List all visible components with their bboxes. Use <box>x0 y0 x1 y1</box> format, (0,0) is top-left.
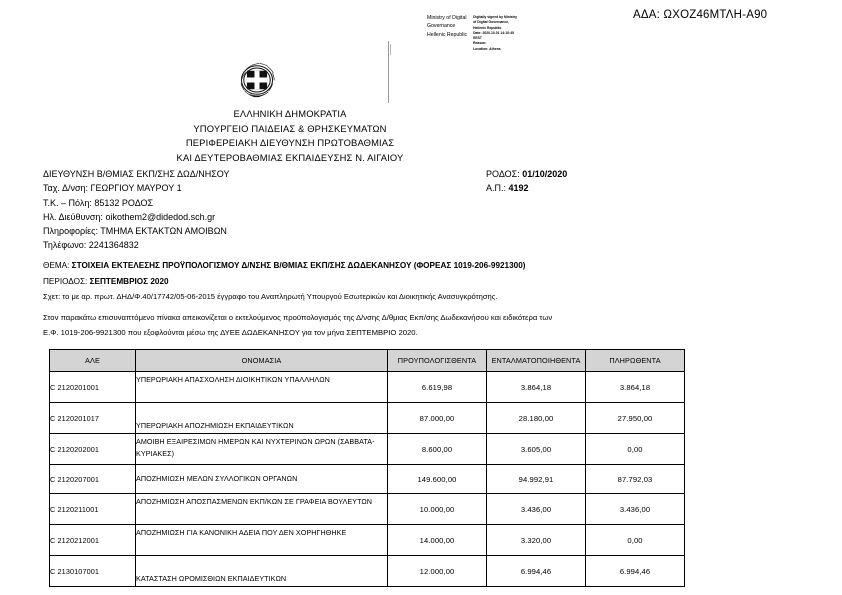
cell-committed: 6.994,46 <box>487 556 586 587</box>
address-telephone: Τηλέφωνο: 2241364832 <box>43 240 139 251</box>
cell-budgeted: 14.000,00 <box>388 525 487 556</box>
cell-committed: 94.992,91 <box>487 465 586 494</box>
place-and-date <box>486 167 567 181</box>
table-row <box>50 434 685 465</box>
cell-paid: 3.864,18 <box>586 372 685 403</box>
org-line-regional-directorate-1: ΠΕΡΙΦΕΡΕΙΑΚΗ ΔΙΕΥΘΥΝΣΗ ΠΡΩΤΟΒΑΘΜΙΑΣ <box>185 137 395 149</box>
cell-paid: 0,00 <box>586 434 685 465</box>
table-row <box>50 465 685 494</box>
intro-line-1: Στον παρακάτω επισυναπτόμενο πίνακα απεικονίζεται ο εκτελούμενος προϋπολογισμός της Δ/νσης Δ/θμιας Εκπ/σης Δωδεκανήσου και ειδικότερα των <box>43 313 553 322</box>
period-value: ΣΕΠΤΕΜΒΡΙΟΣ 2020 <box>89 276 169 286</box>
signature-detail-line: Date: 2020.10.01 14:10:45 <box>473 30 514 35</box>
signature-detail-line: EEST <box>473 36 482 41</box>
subject-block <box>43 258 526 305</box>
column-header-committed: ΕΝΤΑΛΜΑΤΟΠΟΙΗΘΕΝΤΑ <box>487 350 586 372</box>
protocol-number <box>486 181 567 195</box>
column-header-budgeted: ΠΡΟΥΠΟΛΟΓΙΣΘΕΝΤΑ <box>388 350 487 372</box>
column-header-name: ΟΝΟΜΑΣΙΑ <box>136 350 388 372</box>
intro-line-2: Ε.Φ. 1019-206-9921300 που εξοφλούνται μέσω της ΔΥΕΕ ΔΩΔΕΚΑΝΗΣΟΥ για τον μήνα ΣΕΠΤΕΜΒΡΙΟ 2020. <box>43 328 418 338</box>
protocol-label: Α.Π.: <box>486 183 509 194</box>
column-header-paid: ΠΛΗΡΩΘΕΝΤΑ <box>586 350 685 372</box>
cell-paid: 87.792,03 <box>586 465 685 494</box>
column-header-ale: ΑΛΕ <box>50 350 136 372</box>
signature-detail-line: Reason: <box>473 41 487 46</box>
cell-committed: 3.436,00 <box>487 494 586 525</box>
table-row <box>50 525 685 556</box>
address-street: Ταχ. Δ/νση: ΓΕΩΡΓΙΟΥ ΜΑΥΡΟΥ 1 <box>43 183 182 194</box>
address-postal-city: Τ.Κ. – Πόλη: 85132 ΡΟΔΟΣ <box>43 197 154 208</box>
org-line-regional-directorate-2: ΚΑΙ ΔΕΥΤΕΡΟΒΑΘΜΙΑΣ ΕΚΠΑΙΔΕΥΣΗΣ Ν. ΑΙΓΑΙΟΥ <box>176 151 404 163</box>
cell-ale: C 2120201001 <box>50 372 136 403</box>
cell-ale: C 2120211001 <box>50 494 136 525</box>
cell-name: ΑΠΟΖΗΜΙΩΣΗ ΜΕΛΩΝ ΣΥΛΛΟΓΙΚΩΝ ΟΡΓΑΝΩΝ <box>136 465 388 494</box>
cell-ale: C 2130107001 <box>50 556 136 587</box>
organization-header <box>60 107 520 165</box>
cell-name: ΑΜΟΙΒΗ ΕΞΑΙΡΕΣΙΜΩΝ ΗΜΕΡΩΝ ΚΑΙ ΝΥΧΤΕΡΙΝΩΝ ΩΡΩΝ (ΣΑΒΒΑΤΑ-ΚΥΡΙΑΚΕΣ) <box>136 434 388 465</box>
signature-authority-line: Governance <box>427 23 456 30</box>
org-line-republic: ΕΛΛΗΝΙΚΗ ΔΗΜΟΚΡΑΤΙΑ <box>233 108 347 119</box>
org-line-ministry: ΥΠΟΥΡΓΕΙΟ ΠΑΙΔΕΙΑΣ & ΘΡΗΣΚΕΥΜΑΤΩΝ <box>193 122 387 134</box>
signature-divider-rule <box>388 41 389 103</box>
cell-committed: 3.605,00 <box>487 434 586 465</box>
period-label: ΠΕΡΙΟΔΟΣ: <box>43 276 90 286</box>
signature-details <box>473 14 517 58</box>
signature-authority-line: Hellenic Republic <box>427 31 468 38</box>
cell-budgeted: 8.600,00 <box>388 434 487 465</box>
sender-address-block <box>43 167 230 253</box>
cell-paid: 6.994,46 <box>586 556 685 587</box>
cell-budgeted: 12.000,00 <box>388 556 487 587</box>
cell-name: ΚΑΤΑΣΤΑΣΗ ΩΡΟΜΙΣΘΙΩΝ ΕΚΠΑΙΔΕΥΤΙΚΩΝ <box>136 556 388 587</box>
cell-name: ΥΠΕΡΩΡΙΑΚΗ ΑΠΑΣΧΟΛΗΣΗ ΔΙΟΙΚΗΤΙΚΩΝ ΥΠΑΛΛΗΛΩΝ <box>136 372 388 403</box>
table-header-row <box>50 350 685 372</box>
subject-line <box>43 258 526 274</box>
cell-committed: 3.320,00 <box>487 525 586 556</box>
subject-label: ΘΕΜΑ: <box>43 261 72 270</box>
cell-ale: C 2120202001 <box>50 434 136 465</box>
place-date-label: ΡΟΔΟΣ: <box>486 169 523 179</box>
related-document-reference: Σχετ: το με αρ. πρωτ. ΔΗΔ/Φ.40/17742/05-06-2015 έγγραφο του Αναπληρωτή Υπουργού Εσωτερικών και Διοικητικής Ανασυγκρότησης. <box>43 292 498 302</box>
cell-name: ΑΠΟΖΗΜΙΩΣΗ ΓΙΑ ΚΑΝΟΝΙΚΗ ΑΔΕΙΑ ΠΟΥ ΔΕΝ ΧΟΡΗΓΗΘΗΚΕ <box>136 525 388 556</box>
signature-detail-line: Hellenic Republic <box>473 25 502 30</box>
signature-authority-name <box>427 14 467 58</box>
cell-committed: 28.180,00 <box>487 403 586 434</box>
signature-authority-line: Ministry of Digital <box>427 15 467 21</box>
cell-paid: 0,00 <box>586 525 685 556</box>
address-contact-department: Πληροφορίες: ΤΜΗΜΑ ΕΚΤΑΚΤΩΝ ΑΜΟΙΒΩΝ <box>43 226 227 237</box>
cell-paid: 3.436,00 <box>586 494 685 525</box>
digital-signature-block <box>427 14 545 58</box>
table-row <box>50 556 685 587</box>
cell-budgeted: 10.000,00 <box>388 494 487 525</box>
signature-detail-line: Location: Athens <box>473 46 501 51</box>
signature-divider-tick <box>390 44 391 55</box>
period-line <box>43 274 526 290</box>
table-row <box>50 494 685 525</box>
document-meta-block <box>486 167 567 196</box>
cell-name: ΑΠΟΖΗΜΙΩΣΗ ΑΠΟΣΠΑΣΜΕΝΩΝ ΕΚΠ/ΚΩΝ ΣΕ ΓΡΑΦΕΙΑ ΒΟΥΛΕΥΤΩΝ <box>136 494 388 525</box>
budget-execution-table <box>49 349 685 587</box>
protocol-value: 4192 <box>508 183 529 194</box>
cell-committed: 3.864,18 <box>487 372 586 403</box>
hellenic-republic-coat-of-arms-icon <box>236 57 278 103</box>
table-row <box>50 403 685 434</box>
cell-budgeted: 87.000,00 <box>388 403 487 434</box>
cell-name: ΥΠΕΡΩΡΙΑΚΗ ΑΠΟΖΗΜΙΩΣΗ ΕΚΠΑΙΔΕΥΤΙΚΩΝ <box>136 403 388 434</box>
cell-ale: C 2120207001 <box>50 465 136 494</box>
cell-budgeted: 6.619,98 <box>388 372 487 403</box>
cell-budgeted: 149.600,00 <box>388 465 487 494</box>
ada-reference-number: ΑΔΑ: ΩΧΟΖ46ΜΤΛΗ-Α90 <box>633 9 768 21</box>
address-directorate: ΔΙΕΥΘΥΝΣΗ Β/ΘΜΙΑΣ ΕΚΠ/ΣΗΣ ΔΩΔ/ΝΗΣΟΥ <box>43 169 230 179</box>
subject-text: ΣΤΟΙΧΕΙΑ ΕΚΤΕΛΕΣΗΣ ΠΡΟΫΠΟΛΟΓΙΣΜΟΥ Δ/ΝΣΗΣ Β/ΘΜΙΑΣ ΕΚΠ/ΣΗΣ ΔΩΔΕΚΑΝΗΣΟΥ (ΦΟΡΕΑΣ 1019-206-9921300) <box>71 261 526 270</box>
cell-paid: 27.950,00 <box>586 403 685 434</box>
address-email: Ηλ. Διεύθυνση: oikothem2@didedod.sch.gr <box>43 211 216 222</box>
intro-paragraph <box>43 310 703 341</box>
place-date-value: 01/10/2020 <box>522 169 568 179</box>
table-body <box>50 372 685 587</box>
cell-ale: C 2120201017 <box>50 403 136 434</box>
cell-ale: C 2120212001 <box>50 525 136 556</box>
signature-detail-line: of Digital Governance, <box>473 20 510 25</box>
table-row <box>50 372 685 403</box>
signature-detail-line: Digitally signed by Ministry <box>473 15 517 19</box>
